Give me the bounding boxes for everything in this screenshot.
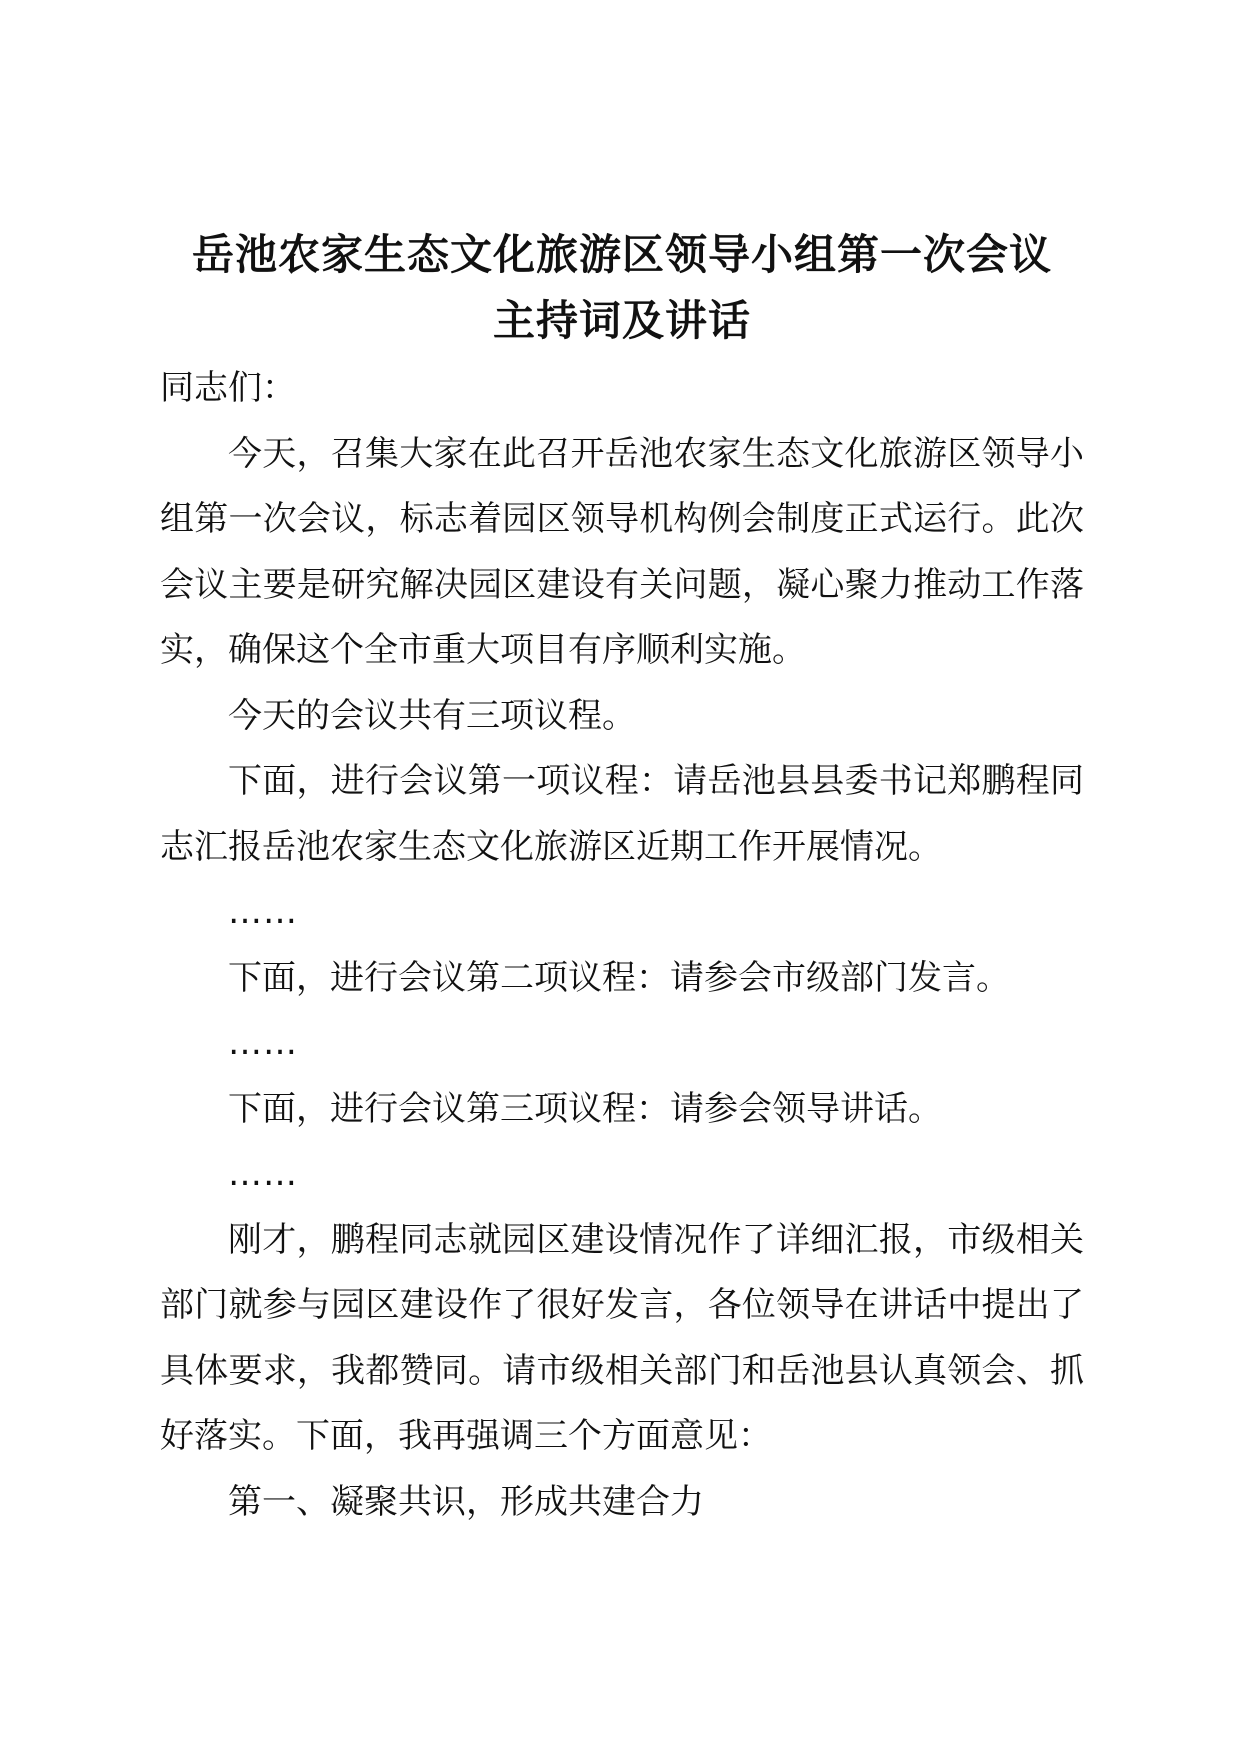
title-line-2: 主持词及讲话 bbox=[492, 296, 751, 345]
document-title bbox=[160, 222, 1084, 354]
ellipsis-2: …… bbox=[228, 1023, 298, 1063]
ellipsis-1: …… bbox=[228, 892, 298, 932]
ellipsis-3: …… bbox=[228, 1154, 298, 1194]
paragraph-agenda-item-3: 下面，进行会议第三项议程：请参会领导讲话。 bbox=[228, 1088, 942, 1129]
section-heading-1: 第一、凝聚共识，形成共建合力 bbox=[228, 1481, 704, 1522]
paragraph-agenda-item-1: 下面，进行会议第一项议程：请岳池县县委书记郑鹏程同志汇报岳池农家生态文化旅游区近期工作开展情况。 bbox=[160, 761, 1084, 867]
paragraph-agenda-count: 今天的会议共有三项议程。 bbox=[228, 695, 636, 736]
document-body bbox=[160, 356, 1084, 1535]
salutation: 同志们： bbox=[160, 368, 296, 408]
paragraph-summary: 刚才，鹏程同志就园区建设情况作了详细汇报，市级相关部门就参与园区建设作了很好发言，各位领导在讲话中提出了具体要求，我都赞同。请市级相关部门和岳池县认真领会、抓好落实。下面，我再强调三个方面意见： bbox=[160, 1219, 1084, 1456]
title-line-1: 岳池农家生态文化旅游区领导小组第一次会议 bbox=[191, 230, 1052, 279]
paragraph-opening: 今天，召集大家在此召开岳池农家生态文化旅游区领导小组第一次会议，标志着园区领导机构例会制度正式运行。此次会议主要是研究解决园区建设有关问题，凝心聚力推动工作落实，确保这个全市重大项目有序顺利实施。 bbox=[160, 433, 1084, 670]
document-page bbox=[160, 222, 1084, 1535]
paragraph-agenda-item-2: 下面，进行会议第二项议程：请参会市级部门发言。 bbox=[228, 957, 1010, 998]
